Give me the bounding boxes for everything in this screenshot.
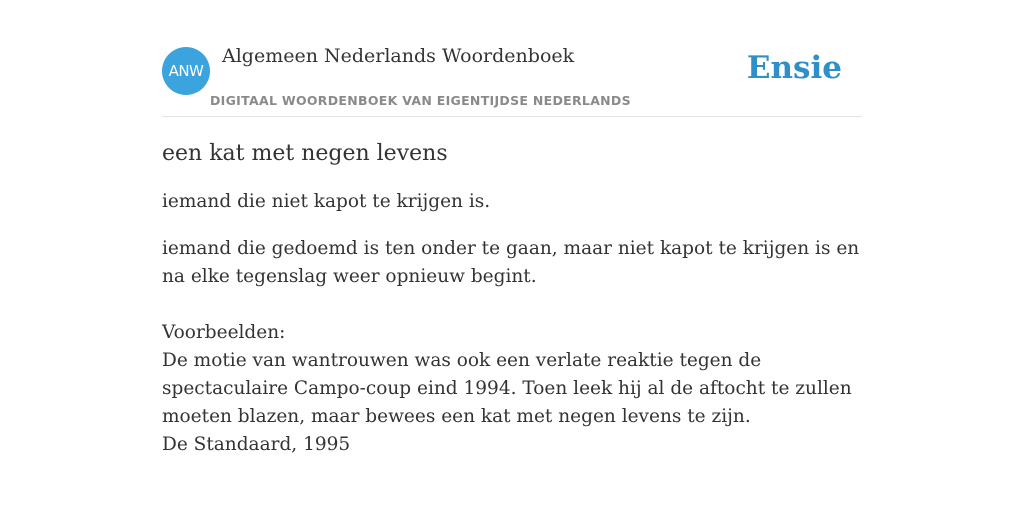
dictionary-subtitle: DIGITAAL WOORDENBOEK VAN EIGENTIJDSE NEDERLANDS <box>210 93 631 108</box>
example-text: De motie van wantrouwen was ook een verlate reaktie tegen de spectaculaire Campo-coup eind 1994. Toen leek hij al de aftocht te zullen moeten blazen, maar bewees een kat met negen levens te zijn. <box>162 350 852 427</box>
entry-term: een kat met negen levens <box>162 141 448 166</box>
anw-logo[interactable] <box>162 47 210 95</box>
entry-content <box>162 138 864 459</box>
definition-2: iemand die gedoemd is ten onder te gaan, maar niet kapot te krijgen is en na elke tegenslag weer opnieuw begint. <box>162 238 860 287</box>
dictionary-title[interactable]: Algemeen Nederlands Woordenboek <box>222 45 575 67</box>
ensie-brand-logo[interactable]: Ensie <box>746 50 842 86</box>
definition-1: iemand die niet kapot te krijgen is. <box>162 191 491 212</box>
examples-label: Voorbeelden: <box>162 322 286 343</box>
logo-text: ANW <box>168 62 204 80</box>
examples-block <box>162 319 864 459</box>
header <box>162 0 862 117</box>
example-source: De Standaard, 1995 <box>162 434 351 455</box>
